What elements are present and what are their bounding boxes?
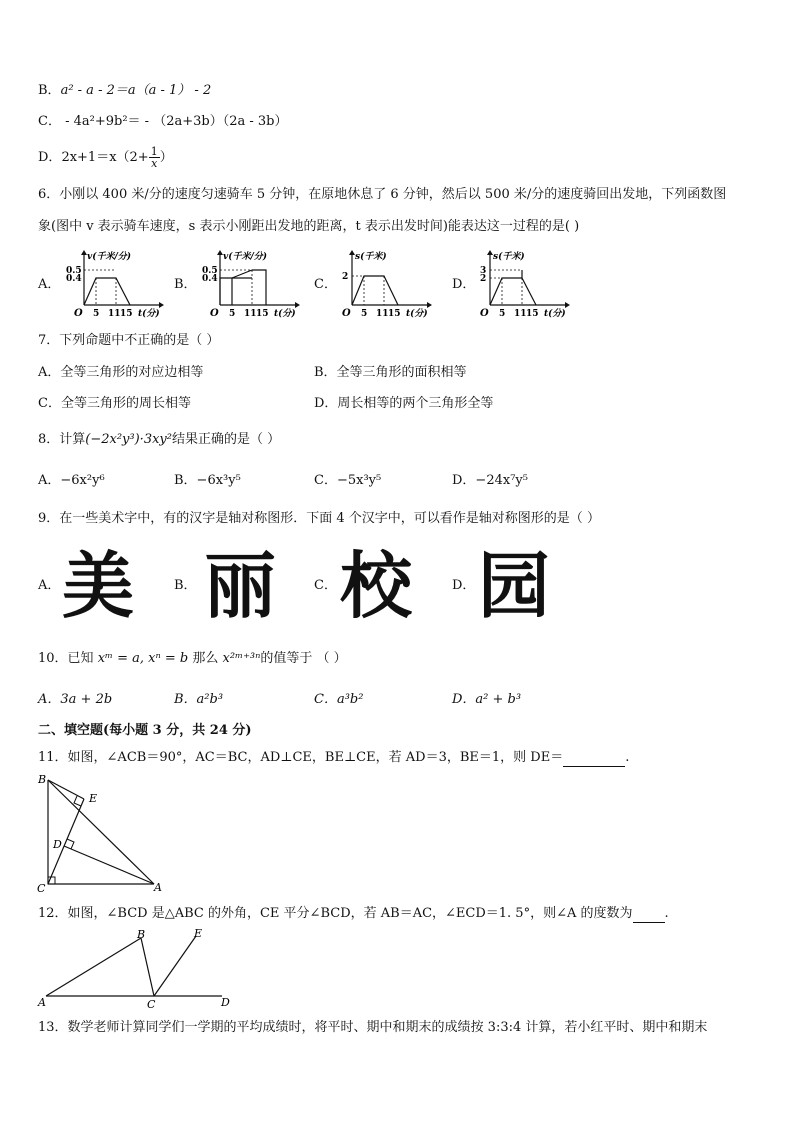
- q6-label-d: D．: [452, 277, 476, 292]
- q8-stem-b: 结果正确的是（ ）: [171, 432, 281, 447]
- q8-stem: [38, 431, 280, 449]
- graph-c-xtick-2: 11: [376, 309, 389, 319]
- graph-b-origin: O: [210, 308, 219, 319]
- graph-a-origin: O: [74, 308, 83, 319]
- graph-b-xtick-3: 15: [256, 309, 269, 319]
- q5-option-b: [38, 82, 211, 100]
- q9-char-c: 校: [340, 544, 413, 628]
- q10-stem-a: 10．已知: [38, 651, 94, 666]
- q8-expression: (−2x²y³)·3xy²: [85, 432, 172, 447]
- q5-option-b-text: a² - a - 2＝a（a - 1） - 2: [60, 83, 212, 98]
- q9-char-d: 园: [478, 544, 551, 628]
- graph-b-ylabel: v(千米/分): [223, 252, 268, 262]
- q5-option-d-label: D．: [38, 150, 62, 165]
- q6-label-b: B．: [174, 277, 197, 292]
- graph-d-ytick-2: 2: [480, 274, 487, 284]
- q12-label-e: E: [194, 927, 203, 940]
- q7-stem: 7．下列命题中不正确的是（ ）: [38, 333, 220, 348]
- q11-figure: [36, 772, 166, 894]
- q10-expression-2: x²ᵐ⁺³ⁿ: [222, 651, 261, 666]
- graph-b-ytick-1: 0.5: [202, 266, 218, 276]
- q6-label-c: C．: [314, 277, 337, 292]
- q11-label-c: C: [37, 882, 46, 895]
- graph-a-xtick-3: 15: [120, 309, 133, 319]
- graph-c-ylabel: s(千米): [355, 252, 387, 262]
- q5-option-d-text-b: ）: [159, 150, 173, 165]
- graph-c-ytick-1: 2: [342, 272, 349, 282]
- fraction-denominator: x: [151, 157, 158, 170]
- q8-stem-a: 8．计算: [38, 432, 86, 447]
- graph-c-xlabel: t(分): [406, 309, 428, 319]
- graph-b-xtick-2: 11: [244, 309, 257, 319]
- graph-d-xtick-2: 11: [514, 309, 527, 319]
- q8-option-b: B．−6x³y⁵: [174, 473, 241, 488]
- q12-answer-blank[interactable]: [633, 908, 665, 923]
- graph-d-xtick-3: 15: [526, 309, 539, 319]
- graph-d-ylabel: s(千米): [493, 252, 525, 262]
- q5-option-d: [38, 146, 173, 169]
- q11-label-d: D: [53, 838, 62, 851]
- q11-stem-a: 11．如图，∠ACB＝90°，AC＝BC，AD⊥CE，BE⊥CE，若 AD＝3，BE＝1，则 DE＝: [38, 750, 564, 765]
- graph-b-ytick-2: 0.4: [202, 274, 218, 284]
- q12-stem-b: .: [664, 906, 669, 921]
- q5-option-c-text: - 4a²+9b²＝ - （2a+3b）（2a - 3b）: [60, 114, 288, 129]
- q10-stem: [38, 650, 347, 668]
- graph-d-xtick-1: 5: [499, 309, 506, 319]
- q11-label-e: E: [89, 792, 98, 805]
- graph-c-xtick-3: 15: [388, 309, 401, 319]
- q6-stem-line2: 象(图中 v 表示骑车速度，s 表示小刚距出发地的距离，t 表示出发时间)能表达这一过程的是( ): [38, 219, 580, 234]
- q13-stem: 13．数学老师计算同学们一学期的平均成绩时，将平时、期中和期末的成绩按 3:3:4 计算，若小红平时、期中和期末: [38, 1020, 708, 1035]
- graph-a-xtick-1: 5: [93, 309, 100, 319]
- section-2-title: 二、填空题(每小题 3 分，共 24 分): [38, 723, 252, 738]
- graph-d-xlabel: t(分): [544, 309, 566, 319]
- q6-graph-c: [332, 250, 432, 320]
- q10-option-b: B．a²b³: [174, 692, 224, 707]
- q7-option-d: D．周长相等的两个三角形全等: [314, 396, 494, 411]
- q6-graph-d: [470, 250, 570, 320]
- q8-option-a: A．−6x²y⁶: [38, 473, 105, 488]
- q9-label-c: C．: [314, 578, 337, 593]
- q6-stem-line1: 6．小刚以 400 米/分的速度匀速骑车 5 分钟，在原地休息了 6 分钟，然后以 500 米/分的速度骑回出发地，下列函数图: [38, 187, 727, 202]
- fraction-numerator: 1: [150, 145, 158, 158]
- q8-option-c: C．−5x³y⁵: [314, 473, 382, 488]
- q10-option-d: D．a² + b³: [452, 692, 522, 707]
- q9-stem: 9．在一些美术字中，有的汉字是轴对称图形．下面 4 个汉字中，可以看作是轴对称图形的是（ ）: [38, 511, 600, 526]
- graph-a-ylabel: v(千米/分): [87, 252, 132, 262]
- q12-stem: [38, 905, 669, 923]
- q12-label-c: C: [147, 998, 156, 1011]
- q11-stem: [38, 749, 629, 767]
- graph-d-origin: O: [480, 308, 489, 319]
- q10-option-a: A．3a + 2b: [38, 692, 113, 707]
- graph-b-xtick-1: 5: [229, 309, 236, 319]
- q12-label-d: D: [221, 996, 230, 1009]
- q7-option-c: C．全等三角形的周长相等: [38, 396, 191, 411]
- graph-c-xtick-1: 5: [361, 309, 368, 319]
- q9-label-a: A．: [38, 578, 61, 593]
- q10-stem-c: 的值等于 （ ）: [260, 651, 347, 666]
- q9-char-b: 丽: [204, 544, 277, 628]
- graph-a-ytick-1: 0.5: [66, 266, 82, 276]
- graph-c-origin: O: [342, 308, 351, 319]
- graph-b-xlabel: t(分): [274, 309, 296, 319]
- q9-label-d: D．: [452, 578, 476, 593]
- q5-option-b-label: B．: [38, 83, 61, 98]
- q8-option-d: D．−24x⁷y⁵: [452, 473, 528, 488]
- q9-char-a: 美: [62, 544, 135, 628]
- q12-stem-a: 12．如图，∠BCD 是△ABC 的外角，CE 平分∠BCD，若 AB＝AC，∠ECD＝1. 5°，则∠A 的度数为: [38, 906, 633, 921]
- q5-option-d-text-a: 2x+1＝x（2+: [61, 150, 149, 165]
- q7-option-a: A．全等三角形的对应边相等: [38, 365, 204, 380]
- graph-a-ytick-2: 0.4: [66, 274, 82, 284]
- q12-label-b: B: [137, 928, 146, 941]
- q5-option-c-label: C．: [38, 114, 61, 129]
- q10-expression: xᵐ = a, xⁿ = b: [97, 651, 189, 666]
- graph-a-xtick-2: 11: [108, 309, 121, 319]
- q6-graph-a: [64, 250, 164, 320]
- q12-figure: [36, 926, 236, 1014]
- graph-a-xlabel: t(分): [138, 309, 160, 319]
- q10-option-c: C．a³b²: [314, 692, 364, 707]
- q11-label-b: B: [38, 773, 47, 786]
- q7-option-b: B．全等三角形的面积相等: [314, 365, 467, 380]
- q5-option-c: [38, 113, 287, 131]
- q11-label-a: A: [154, 881, 162, 894]
- q5-option-d-fraction: [149, 146, 160, 169]
- q12-label-a: A: [38, 996, 46, 1009]
- q10-stem-b: 那么: [192, 651, 219, 666]
- q6-label-a: A．: [38, 277, 61, 292]
- q11-answer-blank[interactable]: [563, 752, 625, 767]
- graph-d-ytick-1: 3: [480, 266, 487, 276]
- q6-graph-b: [200, 250, 300, 320]
- q9-label-b: B．: [174, 578, 197, 593]
- q11-stem-b: .: [625, 750, 630, 765]
